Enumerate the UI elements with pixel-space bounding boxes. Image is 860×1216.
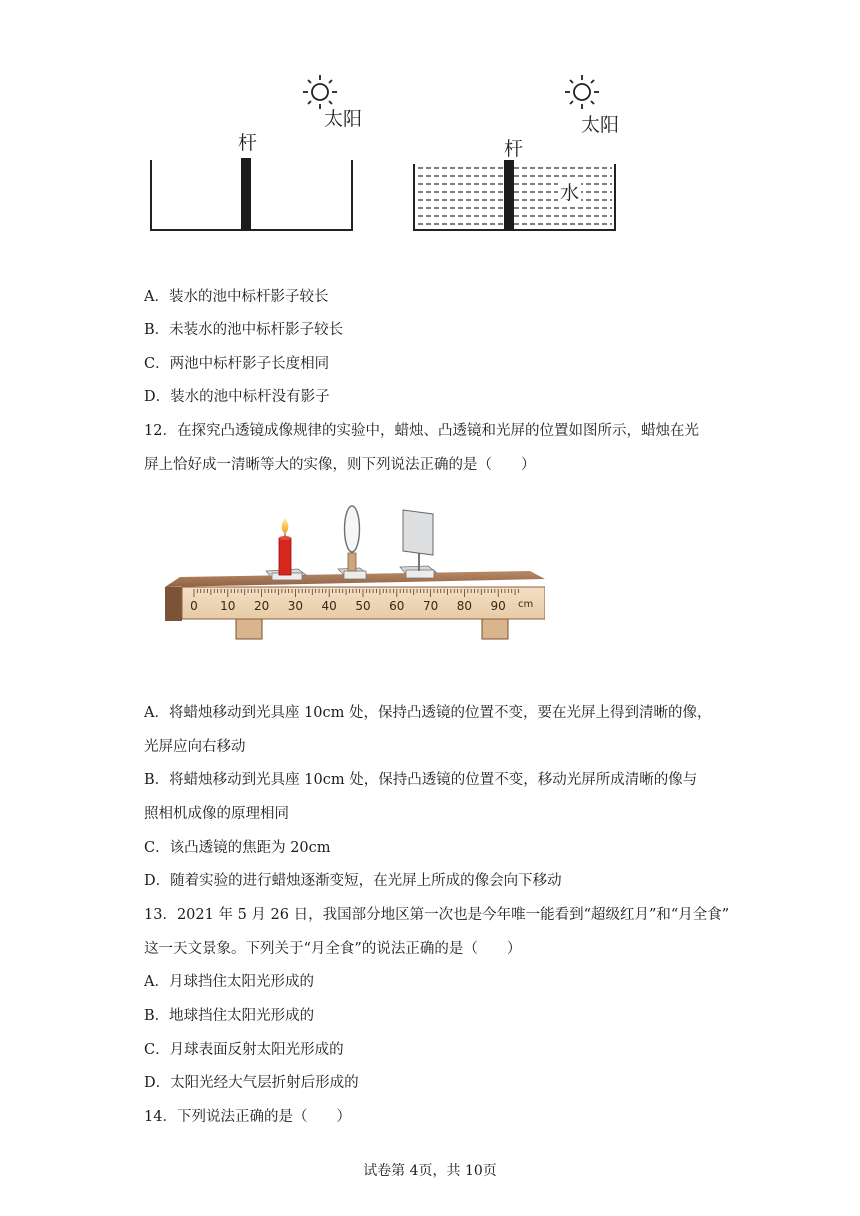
ruler-tick-label: 20 — [253, 599, 270, 613]
q13-stem-line-2: 这一天文景象。下列关于“月全食”的说法正确的是（ ） — [144, 941, 522, 957]
water-dashes — [418, 168, 612, 224]
pole-label-left: 杆 — [238, 132, 258, 154]
ruler-unit: cm — [518, 599, 534, 610]
bench-leg-right — [482, 617, 508, 639]
q11-option-d: D．装水的池中标杆没有影子 — [144, 389, 330, 405]
q13-option-b: B．地球挡住太阳光形成的 — [144, 1008, 315, 1024]
sun-label-left: 太阳 — [324, 108, 363, 130]
ruler-tick-label: 90 — [490, 599, 506, 613]
page-footer: 试卷第 4页，共 10页 — [363, 1163, 497, 1179]
q12-option-a-line-1: A．将蜡烛移动到光具座 10cm 处，保持凸透镜的位置不变，要在光屏上得到清晰的像， — [144, 705, 712, 721]
ruler-tick-label: 30 — [287, 599, 304, 613]
q11-option-a: A．装水的池中标杆影子较长 — [144, 289, 329, 305]
pole-label-right: 杆 — [504, 138, 524, 160]
q12-stem-line-1: 12．在探究凸透镜成像规律的实验中，蜡烛、凸透镜和光屏的位置如图所示，蜡烛在光 — [144, 423, 699, 439]
pole-left — [241, 158, 251, 230]
water-label: 水 — [558, 178, 581, 205]
convex-lens — [345, 506, 360, 571]
q13-option-c: C．月球表面反射太阳光形成的 — [144, 1042, 344, 1058]
q11-option-c: C．两池中标杆影子长度相同 — [144, 356, 330, 372]
ruler-tick-label: 50 — [355, 599, 371, 613]
optical-bench-figure — [160, 505, 545, 645]
ruler-tick-label: 80 — [456, 599, 473, 613]
shadow-figure-drawing — [140, 70, 640, 245]
shadow-figure — [140, 70, 640, 245]
q13-stem-line-1: 13．2021 年 5 月 26 日，我国部分地区第一次也是今年唯一能看到“超级红月”和“月全食” — [144, 907, 730, 923]
candle — [279, 518, 291, 575]
ruler-tick-label: 70 — [422, 599, 439, 613]
q12-option-b-line-1: B．将蜡烛移动到光具座 10cm 处，保持凸透镜的位置不变，移动光屏所成清晰的像与 — [144, 772, 698, 788]
optical-bench-drawing — [160, 505, 545, 645]
ruler-tick-label: 0 — [190, 599, 198, 613]
q12-option-c: C．该凸透镜的焦距为 20cm — [144, 840, 331, 856]
q12-option-a-line-2: 光屏应向右移动 — [144, 739, 246, 755]
ruler-tick-label: 60 — [389, 599, 405, 613]
q12-option-d: D．随着实验的进行蜡烛逐渐变短，在光屏上所成的像会向下移动 — [144, 873, 562, 889]
q12-option-b-line-2: 照相机成像的原理相同 — [144, 806, 289, 822]
water-pool — [414, 164, 615, 230]
sun-label-right: 太阳 — [581, 114, 620, 136]
q11-option-b: B．未装水的池中标杆影子较长 — [144, 322, 344, 338]
pole-right — [504, 160, 514, 230]
empty-pool — [151, 160, 352, 230]
bench-end — [165, 587, 182, 621]
q12-stem-line-2: 屏上恰好成一清晰等大的实像，则下列说法正确的是（ ） — [144, 457, 536, 473]
bench-leg-left — [236, 617, 262, 639]
light-screen — [403, 510, 433, 571]
ruler-tick-label: 40 — [321, 599, 337, 613]
sun-icon — [565, 75, 599, 109]
q14-stem: 14．下列说法正确的是（ ） — [144, 1109, 351, 1125]
ruler-tick-label: 10 — [220, 599, 236, 613]
q13-option-d: D．太阳光经大气层折射后形成的 — [144, 1075, 359, 1091]
q13-option-a: A．月球挡住太阳光形成的 — [144, 974, 314, 990]
